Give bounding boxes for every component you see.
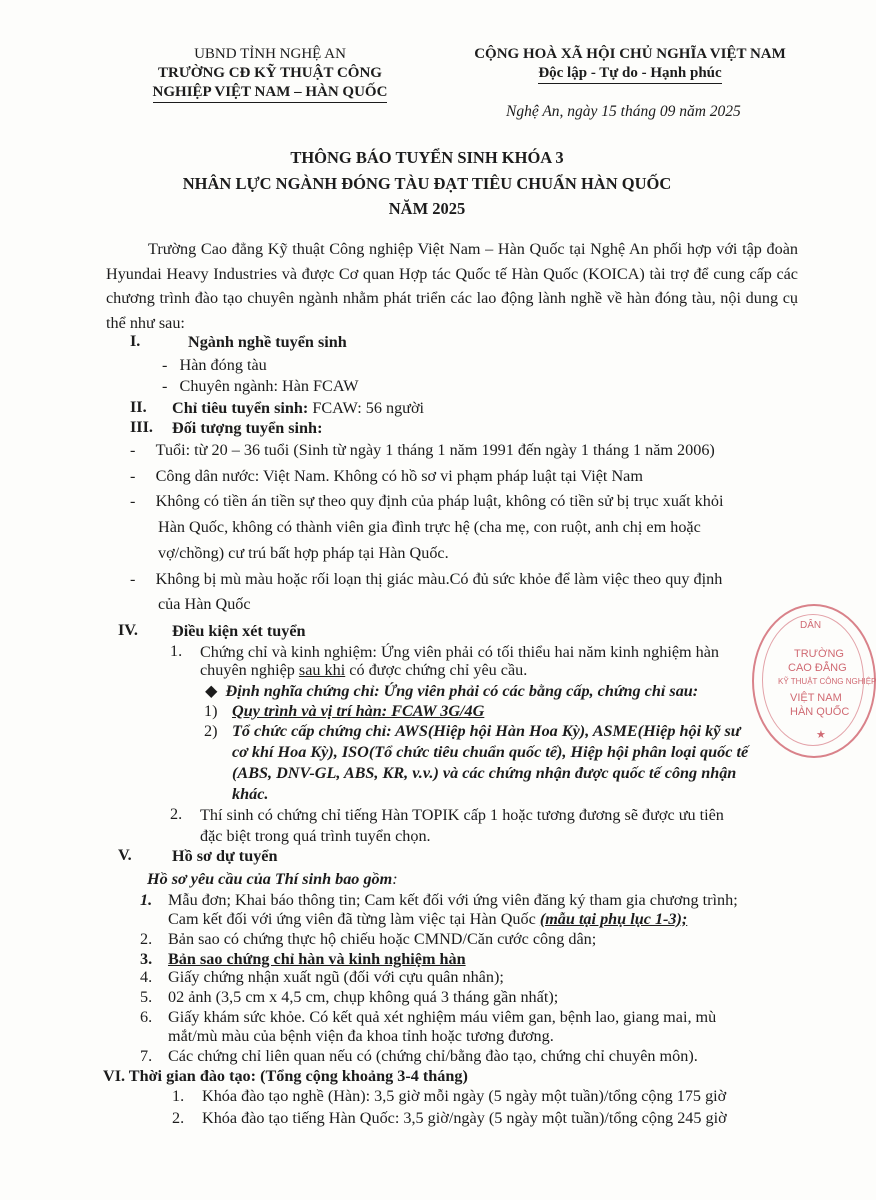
item-number: 5. <box>140 988 153 1006</box>
section-5-number: V. <box>118 846 132 864</box>
official-seal <box>752 604 876 758</box>
dossier-item-1-l1: Mẫu đơn; Khai báo thông tin; Cam kết đối với ứng viên đăng ký tham gia chương trình; <box>168 891 738 909</box>
cert-subitem-2-l4: khác. <box>232 785 269 803</box>
list-item: - Tuổi: từ 20 – 36 tuổi (Sinh từ ngày 1 tháng 1 năm 1991 đến ngày 1 tháng 1 năm 2006) <box>130 441 715 459</box>
item-number: 1. <box>170 642 183 660</box>
item-number: 1) <box>204 702 218 720</box>
section-3-number: III. <box>130 418 153 436</box>
list-item: - Chuyên ngành: Hàn FCAW <box>162 377 359 395</box>
section-4-number: IV. <box>118 621 138 639</box>
list-item-cont: của Hàn Quốc <box>158 595 251 613</box>
doc-title-line2: NHÂN LỰC NGÀNH ĐÓNG TÀU ĐẠT TIÊU CHUẨN HÀN QUỐC <box>182 174 672 193</box>
dossier-item-4: Giấy chứng nhận xuất ngũ (đối với cựu quân nhân); <box>168 968 504 986</box>
cert-subitem-2-l2: cơ khí Hoa Kỳ), ISO(Tổ chức tiêu chuẩn quốc tế), Hiệp hội phân loại quốc tế <box>232 743 749 761</box>
item-number: 6. <box>140 1008 153 1026</box>
item-number: 2. <box>170 805 183 823</box>
doc-title-line1: THÔNG BÁO TUYỂN SINH KHÓA 3 <box>290 148 564 167</box>
document-date: Nghệ An, ngày 15 tháng 09 năm 2025 <box>506 103 741 120</box>
cert-subitem-1: Quy trình và vị trí hàn: FCAW 3G/4G <box>232 702 485 720</box>
list-item: - Không có tiền án tiền sự theo quy định của pháp luật, không có tiền sử bị trục xuất khỏi <box>130 492 724 510</box>
list-item-cont: Hàn Quốc, không có thành viên gia đình trực hệ (cha mẹ, con ruột, anh chị em hoặc <box>158 518 701 536</box>
item-number: 2) <box>204 722 218 740</box>
section-4-title: Điều kiện xét tuyển <box>172 622 306 640</box>
list-item: - Hàn đóng tàu <box>162 356 267 374</box>
national-motto: Độc lập - Tự do - Hạnh phúc <box>538 64 721 84</box>
list-item-cont: vợ/chồng) cư trú bất hợp pháp tại Hàn Quốc. <box>158 544 449 562</box>
list-item: - Công dân nước: Việt Nam. Không có hồ sơ vi phạm pháp luật tại Việt Nam <box>130 467 643 485</box>
condition-1-line1: Chứng chỉ và kinh nghiệm: Ứng viên phải có tối thiểu hai năm kinh nghiệm hàn <box>200 643 720 661</box>
dossier-item-7: Các chứng chỉ liên quan nếu có (chứng chỉ/bằng đào tạo, chứng chỉ chuyên môn). <box>168 1047 698 1065</box>
training-item-1: Khóa đào tạo nghề (Hàn): 3,5 giờ mỗi ngày (5 ngày một tuần)/tổng cộng 175 giờ <box>202 1087 727 1105</box>
cert-subitem-2-l1: Tổ chức cấp chứng chỉ: AWS(Hiệp hội Hàn Hoa Kỳ), ASME(Hiệp hội kỹ sư <box>232 722 741 740</box>
section-3-title: Đối tượng tuyển sinh: <box>172 419 323 437</box>
intro-paragraph: Trường Cao đẳng Kỹ thuật Công nghiệp Việt Nam – Hàn Quốc tại Nghệ An phối hợp với tập đoàn Hyundai Heavy Industries và được Cơ quan Hợp tác Quốc tế Hàn Quốc (KOICA) tài trợ để cung cấp các chương trình đào tạo chuyên ngành nhằm phát triển các lao động lành nghề về hàn đóng tàu, nội dung cụ thể như sau: <box>106 240 798 332</box>
item-number: 1. <box>172 1087 185 1105</box>
seal-text: HÀN QUỐC <box>790 706 850 718</box>
dossier-item-2: Bản sao có chứng thực hộ chiếu hoặc CMND/Căn cước công dân; <box>168 930 597 948</box>
dossier-item-6-l2: mắt/mù màu của bệnh viện đa khoa tỉnh hoặc tương đương. <box>168 1027 554 1045</box>
section-1-number: I. <box>130 332 141 350</box>
seal-text: DÂN <box>800 620 822 631</box>
school-name-line1: TRƯỜNG CĐ KỸ THUẬT CÔNG <box>158 65 382 81</box>
header-right <box>430 45 830 84</box>
diamond-bullet-icon: ◆ <box>205 682 218 700</box>
condition-1-line2: chuyên nghiệp sau khi có được chứng chỉ yêu cầu. <box>200 661 528 679</box>
list-item: - Không bị mù màu hoặc rối loạn thị giác màu.Có đủ sức khỏe để làm việc theo quy định <box>130 570 723 588</box>
school-name-line2: NGHIỆP VIỆT NAM – HÀN QUỐC <box>153 83 388 103</box>
seal-text: VIỆT NAM <box>790 692 842 704</box>
item-number: 2. <box>172 1109 185 1127</box>
dossier-item-1-l2: Cam kết đối với ứng viên đã từng làm việc tại Hàn Quốc (mẫu tại phụ lục 1-3); <box>168 910 688 928</box>
cert-subitem-2-l3: (ABS, DNV-GL, ABS, KR, v.v.) và các chứng nhận được quốc tế công nhận <box>232 764 737 782</box>
condition-2-line2: đặc biệt trong quá trình tuyển chọn. <box>200 827 431 845</box>
seal-star-icon: ★ <box>816 729 826 741</box>
doc-title-line3: NĂM 2025 <box>388 199 466 218</box>
item-number: 4. <box>140 968 153 986</box>
dossier-item-5: 02 ảnh (3,5 cm x 4,5 cm, chụp không quá 3 tháng gần nhất); <box>168 988 559 1006</box>
province-name: UBND TỈNH NGHỆ AN <box>194 46 346 62</box>
dossier-subtitle: Hồ sơ yêu cầu của Thí sinh bao gồm: <box>147 870 398 888</box>
section-6-title: VI. Thời gian đào tạo: (Tổng cộng khoảng 3-4 tháng) <box>103 1067 468 1085</box>
national-title: CỘNG HOÀ XÃ HỘI CHỦ NGHĨA VIỆT NAM <box>474 46 786 62</box>
item-number: 2. <box>140 930 153 948</box>
item-number: 7. <box>140 1047 153 1065</box>
seal-text: CAO ĐẲNG <box>788 662 847 674</box>
section-5-title: Hồ sơ dự tuyển <box>172 847 278 865</box>
seal-text: KỸ THUẬT CÔNG NGHIỆP <box>778 677 876 686</box>
section-2-line: Chỉ tiêu tuyển sinh: FCAW: 56 người <box>172 399 424 417</box>
item-number: 1. <box>140 891 153 909</box>
section-2-number: II. <box>130 398 147 416</box>
header-left <box>140 45 400 103</box>
section-1-title: Ngành nghề tuyển sinh <box>188 333 347 351</box>
seal-text: TRƯỜNG <box>794 648 844 660</box>
item-number: 3. <box>140 950 153 968</box>
condition-2-line1: Thí sinh có chứng chỉ tiếng Hàn TOPIK cấp 1 hoặc tương đương sẽ được ưu tiên <box>200 806 724 824</box>
cert-definition: ◆ Định nghĩa chứng chỉ: Ứng viên phải có các bằng cấp, chứng chỉ sau: <box>205 682 699 700</box>
dossier-item-3: Bản sao chứng chỉ hàn và kinh nghiệm hàn <box>168 950 466 968</box>
dossier-item-6-l1: Giấy khám sức khỏe. Có kết quả xét nghiệm máu viêm gan, bệnh lao, giang mai, mù <box>168 1008 717 1026</box>
training-item-2: Khóa đào tạo tiếng Hàn Quốc: 3,5 giờ/ngày (5 ngày một tuần)/tổng cộng 245 giờ <box>202 1109 727 1127</box>
